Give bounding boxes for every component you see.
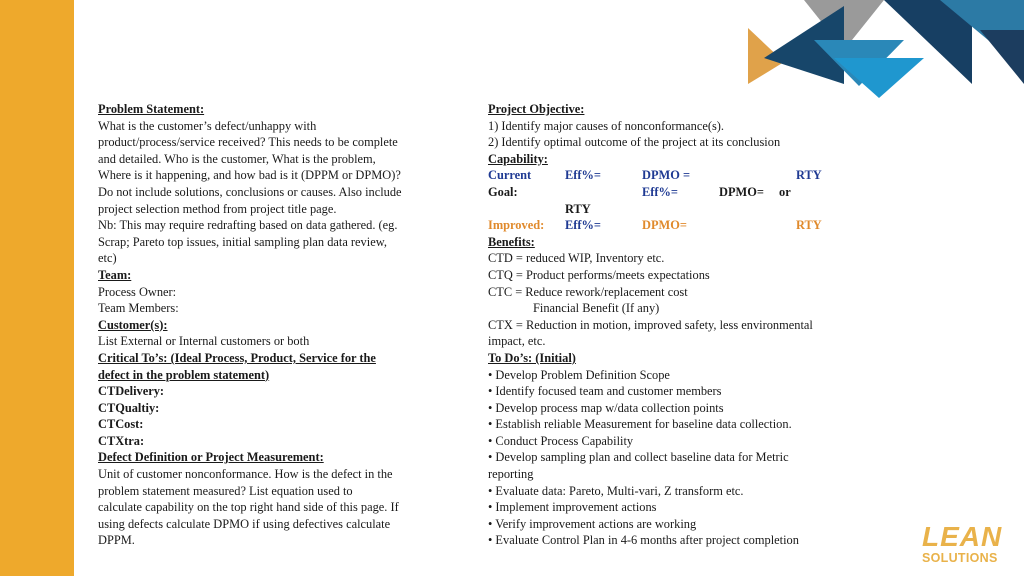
- text-line: calculate capability on the top right hand side of this page. If: [98, 500, 399, 515]
- text-line: DPPM.: [98, 533, 135, 548]
- todo-list: [488, 367, 868, 550]
- customers-text: List External or Internal customers or both: [98, 334, 310, 349]
- goal-or: or: [779, 184, 791, 199]
- current-rty: RTY: [796, 168, 822, 183]
- text-line: using defects calculate DPMO if using defectives calculate: [98, 516, 391, 531]
- goal-label: Goal:: [488, 184, 518, 199]
- list-item: • Develop process map w/data collection points: [488, 400, 724, 415]
- text-line: What is the customer’s defect/unhappy with: [98, 118, 317, 133]
- capability-goal-rty-row: [488, 201, 868, 218]
- left-accent-bar: [0, 0, 74, 576]
- benefit-line: CTQ = Product performs/meets expectations: [488, 267, 710, 282]
- current-dpmo: DPMO =: [642, 168, 691, 183]
- ct-delivery-label: CTDelivery:: [98, 384, 165, 399]
- text-line: project selection method from project title page.: [98, 201, 337, 216]
- capability-improved-row: [488, 217, 868, 234]
- goal-dpmo: DPMO=: [719, 184, 764, 199]
- list-item: • Evaluate data: Pareto, Multi-vari, Z transform etc.: [488, 483, 744, 498]
- improved-eff: Eff%=: [565, 218, 601, 233]
- ct-cost-label: CTCost:: [98, 417, 144, 432]
- text-line: and detailed. Who is the customer, What is the problem,: [98, 151, 376, 166]
- lean-solutions-logo: [922, 522, 1002, 565]
- list-item: • Develop sampling plan and collect baseline data for Metric: [488, 450, 789, 465]
- todos-heading: To Do’s: (Initial): [488, 350, 576, 365]
- benefit-line: impact, etc.: [488, 334, 546, 349]
- benefit-line: CTX = Reduction in motion, improved safety, less environmental: [488, 317, 813, 332]
- current-eff: Eff%=: [565, 168, 601, 183]
- capability-current-row: [488, 167, 868, 184]
- benefit-line: CTC = Reduce rework/replacement cost: [488, 284, 688, 299]
- list-item: • Evaluate Control Plan in 4-6 months after project completion: [488, 533, 799, 548]
- improved-rty: RTY: [796, 218, 822, 233]
- team-heading: Team:: [98, 267, 132, 282]
- improved-dpmo: DPMO=: [642, 218, 687, 233]
- deco-triangle-light-blue: [834, 58, 924, 98]
- text-line: problem statement measured? List equation used to: [98, 483, 353, 498]
- list-item: reporting: [488, 467, 534, 482]
- critical-tos-heading-cont: defect in the problem statement): [98, 367, 270, 382]
- team-members-label: Team Members:: [98, 301, 179, 316]
- objective-line: 1) Identify major causes of nonconformance(s).: [488, 118, 725, 133]
- benefit-line: CTD = reduced WIP, Inventory etc.: [488, 251, 665, 266]
- right-column: [488, 101, 868, 549]
- objective-line: 2) Identify optimal outcome of the project at its conclusion: [488, 135, 781, 150]
- left-column: [98, 101, 448, 549]
- problem-statement-text: [98, 118, 448, 267]
- logo-word-lean: LEAN: [922, 521, 1003, 552]
- capability-goal-row: [488, 184, 868, 201]
- list-item: • Establish reliable Measurement for baseline data collection.: [488, 417, 792, 432]
- list-item: • Identify focused team and customer members: [488, 384, 722, 399]
- text-line: Scrap; Pareto top issues, initial sampling plan data review,: [98, 234, 387, 249]
- current-label: Current: [488, 168, 532, 183]
- decorative-triangles: [740, 0, 1024, 110]
- list-item: • Develop Problem Definition Scope: [488, 367, 670, 382]
- capability-heading: Capability:: [488, 151, 548, 166]
- defect-definition-text: [98, 466, 448, 549]
- text-line: etc): [98, 251, 117, 266]
- text-line: Where is it happening, and how bad is it (DPPM or DPMO)?: [98, 168, 401, 183]
- project-objective-heading: Project Objective:: [488, 102, 585, 116]
- improved-label: Improved:: [488, 218, 545, 233]
- benefits-heading: Benefits:: [488, 234, 535, 249]
- financial-benefit-line: Financial Benefit (If any): [533, 301, 660, 316]
- ct-xtra-label: CTXtra:: [98, 433, 145, 448]
- goal-rty: RTY: [565, 201, 591, 216]
- critical-tos-heading: Critical To’s: (Ideal Process, Product, Service for the: [98, 350, 376, 365]
- problem-statement-heading: Problem Statement:: [98, 102, 205, 116]
- text-line: Do not include solutions, conclusions or causes. Also include: [98, 184, 402, 199]
- customers-heading: Customer(s):: [98, 317, 168, 332]
- text-line: Nb: This may require redrafting based on data gathered. (eg.: [98, 218, 398, 233]
- text-line: product/process/service received? This needs to be complete: [98, 135, 398, 150]
- list-item: • Verify improvement actions are working: [488, 516, 697, 531]
- ct-quality-label: CTQualtiy:: [98, 400, 160, 415]
- defect-definition-heading: Defect Definition or Project Measurement:: [98, 450, 324, 465]
- list-item: • Implement improvement actions: [488, 500, 657, 515]
- goal-eff: Eff%=: [642, 184, 678, 199]
- list-item: • Conduct Process Capability: [488, 433, 634, 448]
- logo-word-solutions: SOLUTIONS: [922, 551, 998, 565]
- text-line: Unit of customer nonconformance. How is the defect in the: [98, 467, 393, 482]
- process-owner-label: Process Owner:: [98, 284, 177, 299]
